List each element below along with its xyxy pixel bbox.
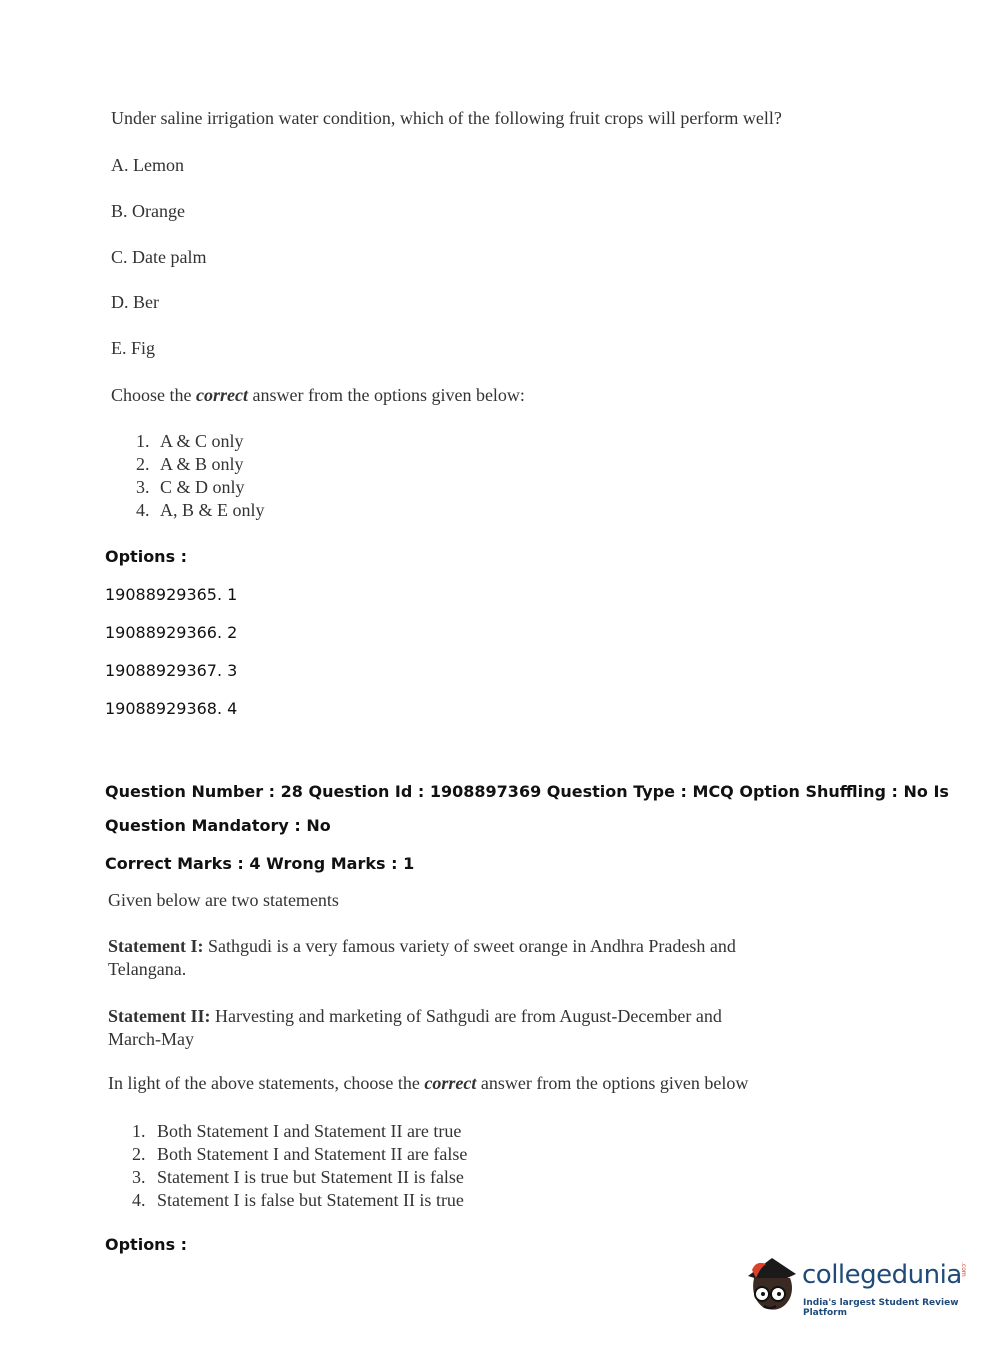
- option-c: C. Date palm: [111, 247, 207, 267]
- option-id: 19088929368. 4: [105, 699, 238, 718]
- question-meta: Question Number : 28 Question Id : 1908897369 Question Type : MCQ Option Shuffling : No Is: [105, 782, 949, 801]
- options-heading: Options :: [105, 1235, 188, 1254]
- list-item: 1. A & C only: [136, 431, 244, 451]
- answer-list: [136, 430, 265, 522]
- option-a: A. Lemon: [111, 155, 184, 175]
- answer-list: [132, 1120, 467, 1212]
- option-id: 19088929365. 1: [105, 585, 238, 604]
- logo-domain-suffix: .com: [960, 1262, 967, 1277]
- options-heading: Options :: [105, 547, 188, 566]
- option-id: 19088929367. 3: [105, 661, 238, 680]
- list-item: 2. A & B only: [136, 454, 244, 474]
- choose-instruction: In light of the above statements, choose the correct answer from the options given below: [108, 1073, 749, 1093]
- list-item: 3. C & D only: [136, 477, 245, 497]
- option-id: 19088929366. 2: [105, 623, 238, 642]
- question-stem: Under saline irrigation water condition, which of the following fruit crops will perform well?: [111, 108, 782, 128]
- choose-instruction: Choose the correct answer from the options given below:: [111, 385, 525, 405]
- option-e: E. Fig: [111, 338, 156, 358]
- statement-1: Statement I: Sathgudi is a very famous variety of sweet orange in Andhra Pradesh and Telangana.: [108, 936, 736, 979]
- list-item: 3. Statement I is true but Statement II is false: [132, 1167, 464, 1187]
- statements-intro: Given below are two statements: [108, 890, 339, 910]
- mascot-icon: [742, 1248, 800, 1318]
- statement-2: Statement II: Harvesting and marketing of Sathgudi are from August-December and March-May: [108, 1006, 722, 1049]
- option-b: B. Orange: [111, 201, 185, 221]
- collegedunia-logo: [742, 1248, 972, 1318]
- list-item: 2. Both Statement I and Statement II are false: [132, 1144, 468, 1164]
- list-item: 4. Statement I is false but Statement II is true: [132, 1190, 464, 1210]
- logo-wordmark: collegedunia: [802, 1260, 962, 1290]
- list-item: 4. A, B & E only: [136, 500, 265, 520]
- question-mandatory: Question Mandatory : No: [105, 816, 331, 835]
- list-item: 1. Both Statement I and Statement II are true: [132, 1121, 462, 1141]
- option-d: D. Ber: [111, 292, 159, 312]
- question-marks: Correct Marks : 4 Wrong Marks : 1: [105, 854, 415, 873]
- logo-tagline: India's largest Student Review Platform: [803, 1298, 959, 1318]
